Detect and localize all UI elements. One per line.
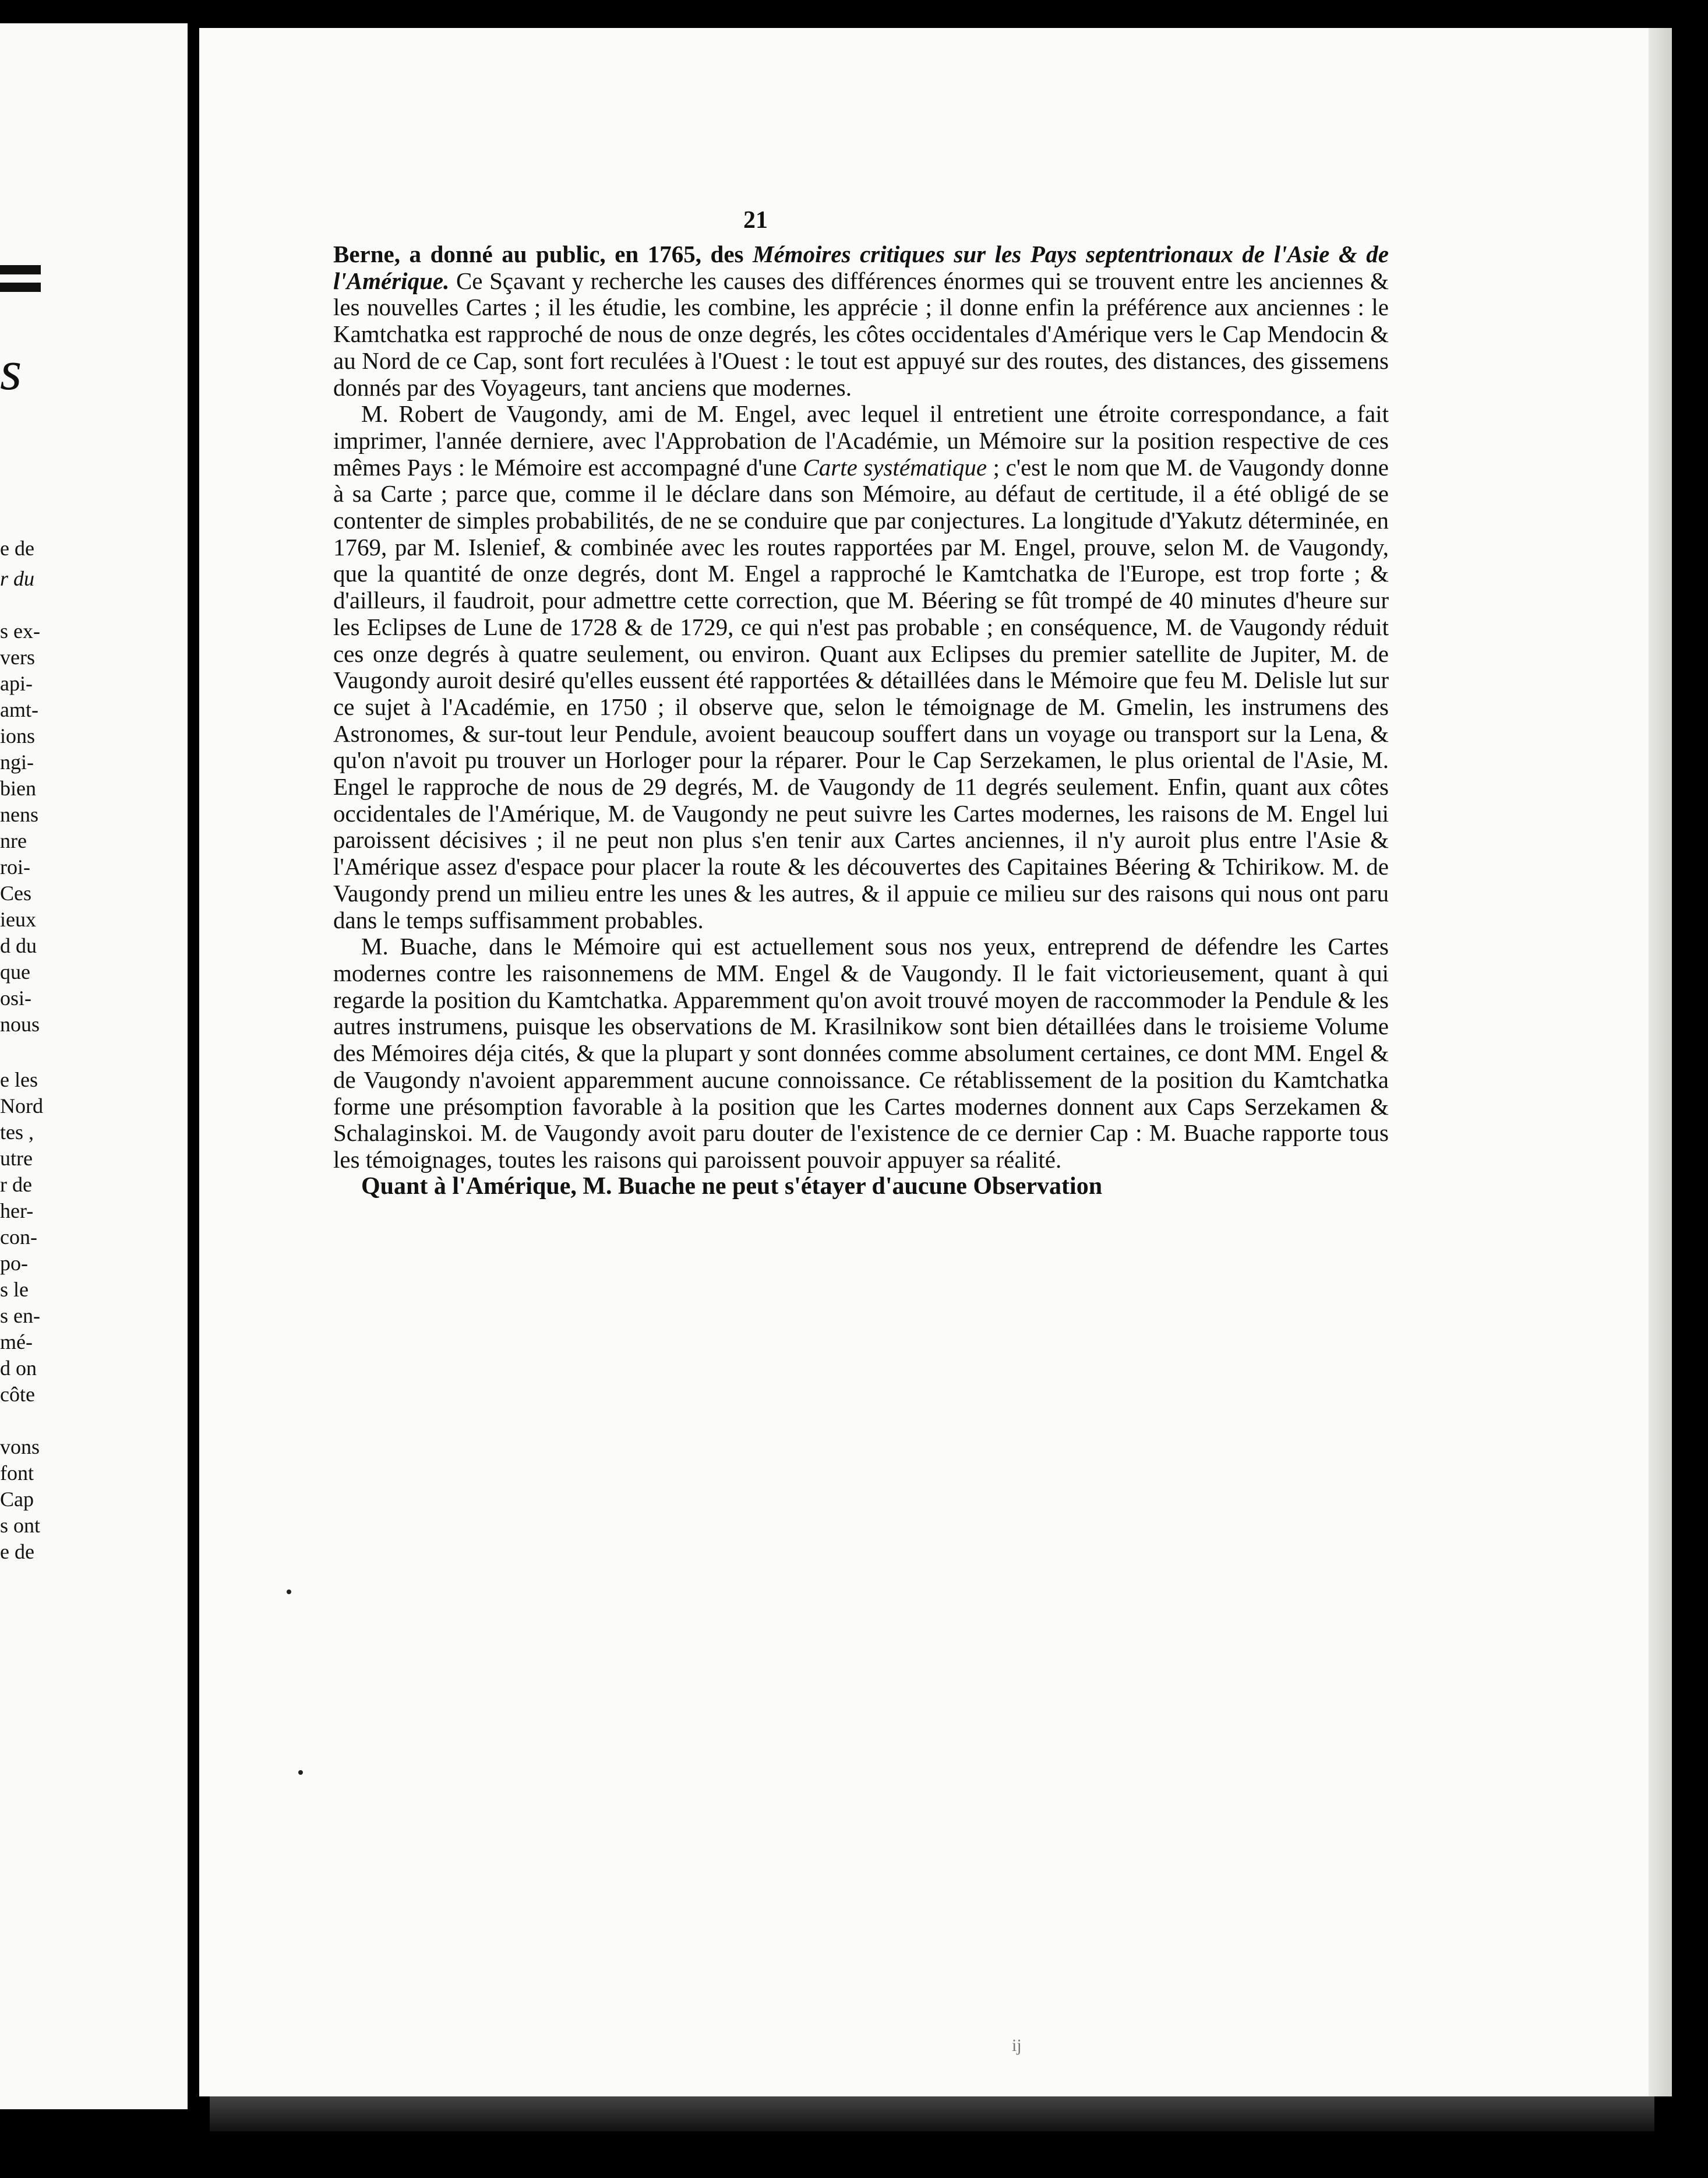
ink-speck [298, 1770, 303, 1775]
left-page-fragment-line: mé- [0, 1330, 33, 1354]
left-page-fragment-line: roi- [0, 855, 30, 879]
left-page-fragment-line: e de [0, 537, 34, 560]
left-page-fragment-line: her- [0, 1199, 34, 1222]
paragraph-1-segment: Ce Sçavant y recherche les causes des différences énormes qui se trouvent entre les anciennes & les nouvelles Cartes ; il les étudie, les combine, les apprécie ; il donne enfin la préférence aux anciennes : le Kamtchatka est rapproché de nous de onze degrés, les côtes occidentales d'Amérique vers le Cap Mendocin & au Nord de ce Cap, sont fort reculées à l'Ouest : le tout est appuyé sur des routes, des distances, des gissemens donnés par des Voyageurs, tant anciens que modernes. [333, 267, 1389, 401]
left-page-fragment-line: e de [0, 1540, 34, 1563]
left-page-large-letter: s [0, 339, 22, 401]
right-page [199, 28, 1672, 2096]
left-page-fragment-line: s le [0, 1278, 29, 1301]
left-page-fragment [0, 23, 188, 2109]
left-page-fragment-line: d du [0, 934, 37, 957]
left-page-fragment-line: s ex- [0, 619, 40, 643]
left-page-fragment-line: ions [0, 724, 36, 748]
paragraph-1-segment: Berne, a donné au public, en 1765, des [333, 241, 753, 267]
left-page-fragment-line: utre [0, 1147, 33, 1170]
carte-systematique-italic: Carte systématique [803, 453, 987, 481]
left-page-fragment-line: font [0, 1461, 34, 1485]
footer-mark: ij [1012, 2036, 1022, 2055]
paragraph-3-segment: M. Buache, dans le Mémoire qui est actuellement sous nos yeux, entreprend de défendre les Cartes modernes contre les raisonnemens de MM. Engel & de Vaugondy. Il le fait victorieusement, quant à qui regarde la position du Kamtchatka. Apparemment qu'on avoit trouvé moyen de raccommoder la Pendule & les autres instrumens, puisque les observations de M. Krasilnikow sont bien détaillées dans le troisieme Volume des Mémoires déja cités, & que la plupart y sont données comme absolument certaines, ce dont MM. Engel & de Vaugondy n'avoient apparemment aucune connoissance. Ce rétablissement de la position du Kamtchatka forme une présomption favorable à la position que les Cartes modernes donnent aux Caps Serzekamen & Schalaginskoi. M. de Vaugondy avoit paru douter de l'existence de ce dernier Cap : M. Buache rapporte tous les témoignages, toutes les raisons qui paroissent pouvoir appuyer sa réalité. [333, 933, 1389, 1173]
left-page-fragment-line: osi- [0, 986, 31, 1010]
left-page-fragment-line: vons [0, 1435, 40, 1458]
left-page-fragment-line: r de [0, 1173, 32, 1196]
page-edge-shadow [1649, 28, 1672, 2096]
left-page-fragment-line: Cap [0, 1488, 34, 1511]
paragraph-2-segment: ; c'est le nom que M. de Vaugondy donne à sa Carte ; parce que, comme il le déclare dans son Mémoire, au défaut de certitude, il a été obligé de se contenter de simples probabilités, de ne se conduire que par conjectures. La longitude d'Yakutz déterminée, en 1769, par M. Islenief, & combinée avec les routes rapportées par M. Engel, prouve, selon M. de Vaugondy, que la quantité de onze degrés, dont M. Engel a rapproché le Kamtchatka de l'Europe, est trop forte ; & d'ailleurs, il faudroit, pour admettre cette correction, que M. Béering se fût trompé de 40 minutes d'heure sur les Eclipses de Lune de 1728 & de 1729, ce qui n'est pas probable ; en conséquence, M. de Vaugondy réduit ces onze degrés à quatre seulement, ou environ. Quant aux Eclipses du premier satellite de Jupiter, M. de Vaugondy auroit desiré qu'elles eussent été rapportées & détaillées dans le Mémoire que feu M. Delisle lut sur ce sujet à l'Académie, en 1750 ; il observe que, selon le témoignage de M. Gmelin, les instrumens des Astronomes, & sur-tout leur Pendule, avoient beaucoup souffert dans un voyage ou transport sur la Lena, & qu'on n'avoit pu trouver un Horloger pour la réparer. Pour le Cap Serzekamen, le plus oriental de l'Asie, M. Engel le rapproche de nous de 29 degrés, M. de Vaugondy de 11 degrés seulement. Enfin, quant aux côtes occidentales de l'Amérique, M. de Vaugondy ne peut suivre les Cartes modernes, les raisons de M. Engel lui paroissent décisives ; il ne peut non plus s'en tenir aux Cartes anciennes, il n'y auroit plus entre l'Asie & l'Amérique assez d'espace pour placer la route & les découvertes des Capitaines Béering & Tchirikow. M. de Vaugondy prend un milieu entre les unes & les autres, & il appuie ce milieu sur des raisons qui nous ont paru dans le temps suffisamment probables. [333, 453, 1389, 933]
left-page-fragment-line: vers [0, 646, 35, 669]
body-text [333, 241, 1389, 1200]
left-page-fragment-line: r du [0, 567, 35, 590]
paragraph-4 [333, 1173, 1389, 1200]
left-page-fragment-line: que [0, 960, 30, 984]
left-page-fragment-line: po- [0, 1252, 28, 1275]
left-page-fragment-line: nous [0, 1013, 40, 1036]
book-title-italic: Mémoires critiques sur les Pays septentrionaux de l'Asie & de l'Amérique. [333, 241, 1389, 294]
page-bottom-edge [210, 2096, 1654, 2131]
paragraph-4-segment: Quant à l'Amérique, M. Buache ne peut s'étayer d'aucune Observation [361, 1172, 1103, 1200]
left-page-fragment-line: s ont [0, 1514, 41, 1537]
left-page-fragment-line: côte [0, 1383, 35, 1406]
left-page-fragment-line: nens [0, 803, 38, 826]
page-number: 21 [743, 207, 768, 234]
left-page-fragment-line: ieux [0, 908, 36, 931]
paragraph-1 [333, 241, 1389, 401]
left-page-fragment-line: Ces [0, 882, 31, 905]
left-page-rule [0, 283, 41, 292]
left-page-fragment-line: e les [0, 1068, 38, 1091]
left-page-fragment-line: api- [0, 672, 33, 695]
left-page-fragment-line: bien [0, 777, 36, 800]
left-page-fragment-line: d on [0, 1356, 37, 1380]
left-page-fragment-line: tes , [0, 1120, 34, 1144]
left-page-rule [0, 265, 41, 274]
left-page-fragment-line: amt- [0, 698, 38, 721]
book-gutter [188, 0, 199, 2178]
paragraph-2 [333, 401, 1389, 933]
paragraph-3 [333, 933, 1389, 1173]
left-page-fragment-line: Nord [0, 1094, 43, 1118]
left-page-fragment-line: con- [0, 1225, 37, 1249]
ink-speck [287, 1590, 291, 1594]
left-page-fragment-line: nre [0, 829, 27, 852]
left-page-fragment-line: ngi- [0, 750, 34, 774]
paragraph-2-segment: M. Robert de Vaugondy, ami de M. Engel, avec lequel il entretient une étroite correspondance, a fait imprimer, l'année derniere, avec l'Approbation de l'Académie, un Mémoire sur la position respective de ces mêmes Pays : le Mémoire est accompagné d'une [333, 400, 1389, 481]
left-page-fragment-line: s en- [0, 1304, 40, 1327]
